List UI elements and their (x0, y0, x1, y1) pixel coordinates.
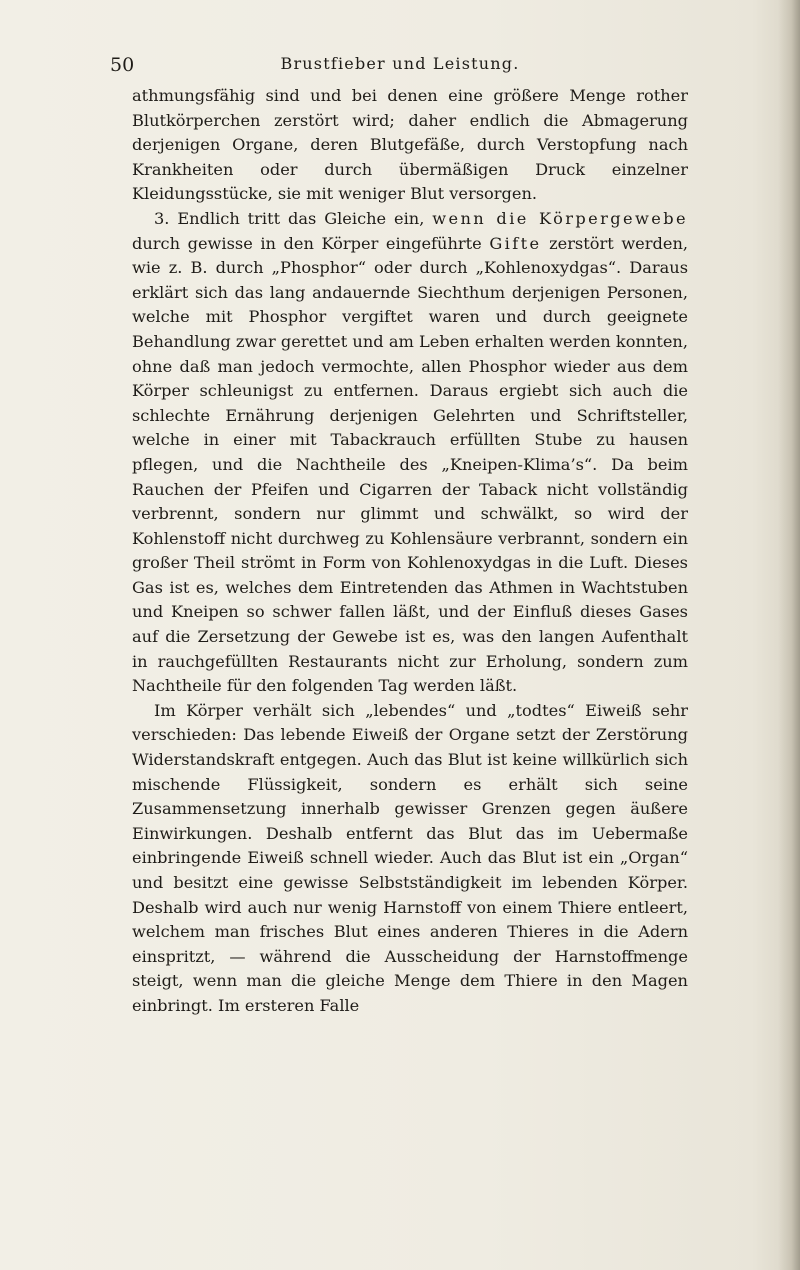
page-header (110, 54, 690, 78)
running-title: Brustfieber und Leistung. (280, 54, 520, 73)
body-text (132, 84, 688, 1019)
page-number: 50 (110, 54, 135, 76)
paragraph-eiweiss (132, 699, 688, 1019)
text-run: 3. Endlich tritt das Gleiche ein, (154, 208, 433, 228)
text-run: athmungsfähig sind und bei denen eine größere Menge rother Blutkörperchen zerstört wird; daher endlich die Abmagerung derjenigen Organe, deren Blutgefäße, durch Verstopfung nach Krankheiten oder durch übermäßigen Druck einzelner Kleidungsstücke, sie mit weniger Blut versorgen. (132, 86, 688, 204)
text-run: Im Körper verhält sich „lebendes“ und „todtes“ Eiweiß sehr verschieden: Das lebende Eiweiß der Organe setzt der Zerstörung Widerstandskraft entgegen. Auch das Blut ist keine willkürlich sich mischende Flüssigkeit, sondern es erhält sich seine Zusammensetzung innerhalb gewisser Grenzen gegen äußere Einwirkungen. Deshalb entfernt das Blut das im Uebermaße einbringende Eiweiß schnell wieder. Auch das Blut ist ein „Organ“ und besitzt eine gewisse Selbstständigkeit im lebenden Körper. Deshalb wird auch nur wenig Harnstoff von einem Thiere entleert, welchem man frisches Blut eines anderen Thieres in die Adern einspritzt, — während die Ausscheidung der Harnstoffmenge steigt, wenn man die gleiche Menge dem Thiere in den Magen einbringt. Im ersteren Falle (132, 700, 688, 1015)
emphasis-gifte: Gifte (489, 233, 542, 253)
paragraph-continuation (132, 84, 688, 207)
text-run: zerstört werden, wie z. B. durch „Phosphor“ oder durch „Kohlenoxydgas“. Daraus erklärt sich das lang andauernde Siechthum derjenigen Personen, welche mit Phosphor vergiftet waren und durch geeignete Behandlung zwar gerettet und am Leben erhalten werden konnten, ohne daß man jedoch vermochte, allen Phosphor wieder aus dem Körper schleunigst zu entfernen. Daraus ergiebt sich auch die schlechte Ernährung derjenigen Gelehrten und Schriftsteller, welche in einer mit Tabackrauch erfüllten Stube zu hausen pflegen, und die Nachtheile des „Kneipen-Klima’s“. Da beim Rauchen der Pfeifen und Cigarren der Taback nicht vollständig verbrennt, sondern nur glimmt und schwälkt, so wird der Kohlenstoff nicht durchweg zu Kohlensäure verbrannt, sondern ein großer Theil strömt in Form von Kohlenoxydgas in die Luft. Dieses Gas ist es, welches dem Eintretenden das Athmen in Wachtstuben und Kneipen so schwer fallen läßt, und der Einfluß dieses Gases auf die Zersetzung der Gewebe ist es, was den langen Aufenthalt in rauchgefüllten Restaurants nicht zur Erholung, sondern zum Nachtheile für den folgenden Tag werden läßt. (132, 233, 689, 696)
paragraph-point-3 (132, 207, 688, 699)
text-run: durch gewisse in den Körper eingeführte (132, 233, 490, 253)
emphasis-koerpergewebe: wenn die Körpergewebe (432, 208, 688, 228)
page-edge-shadow (778, 0, 800, 1270)
